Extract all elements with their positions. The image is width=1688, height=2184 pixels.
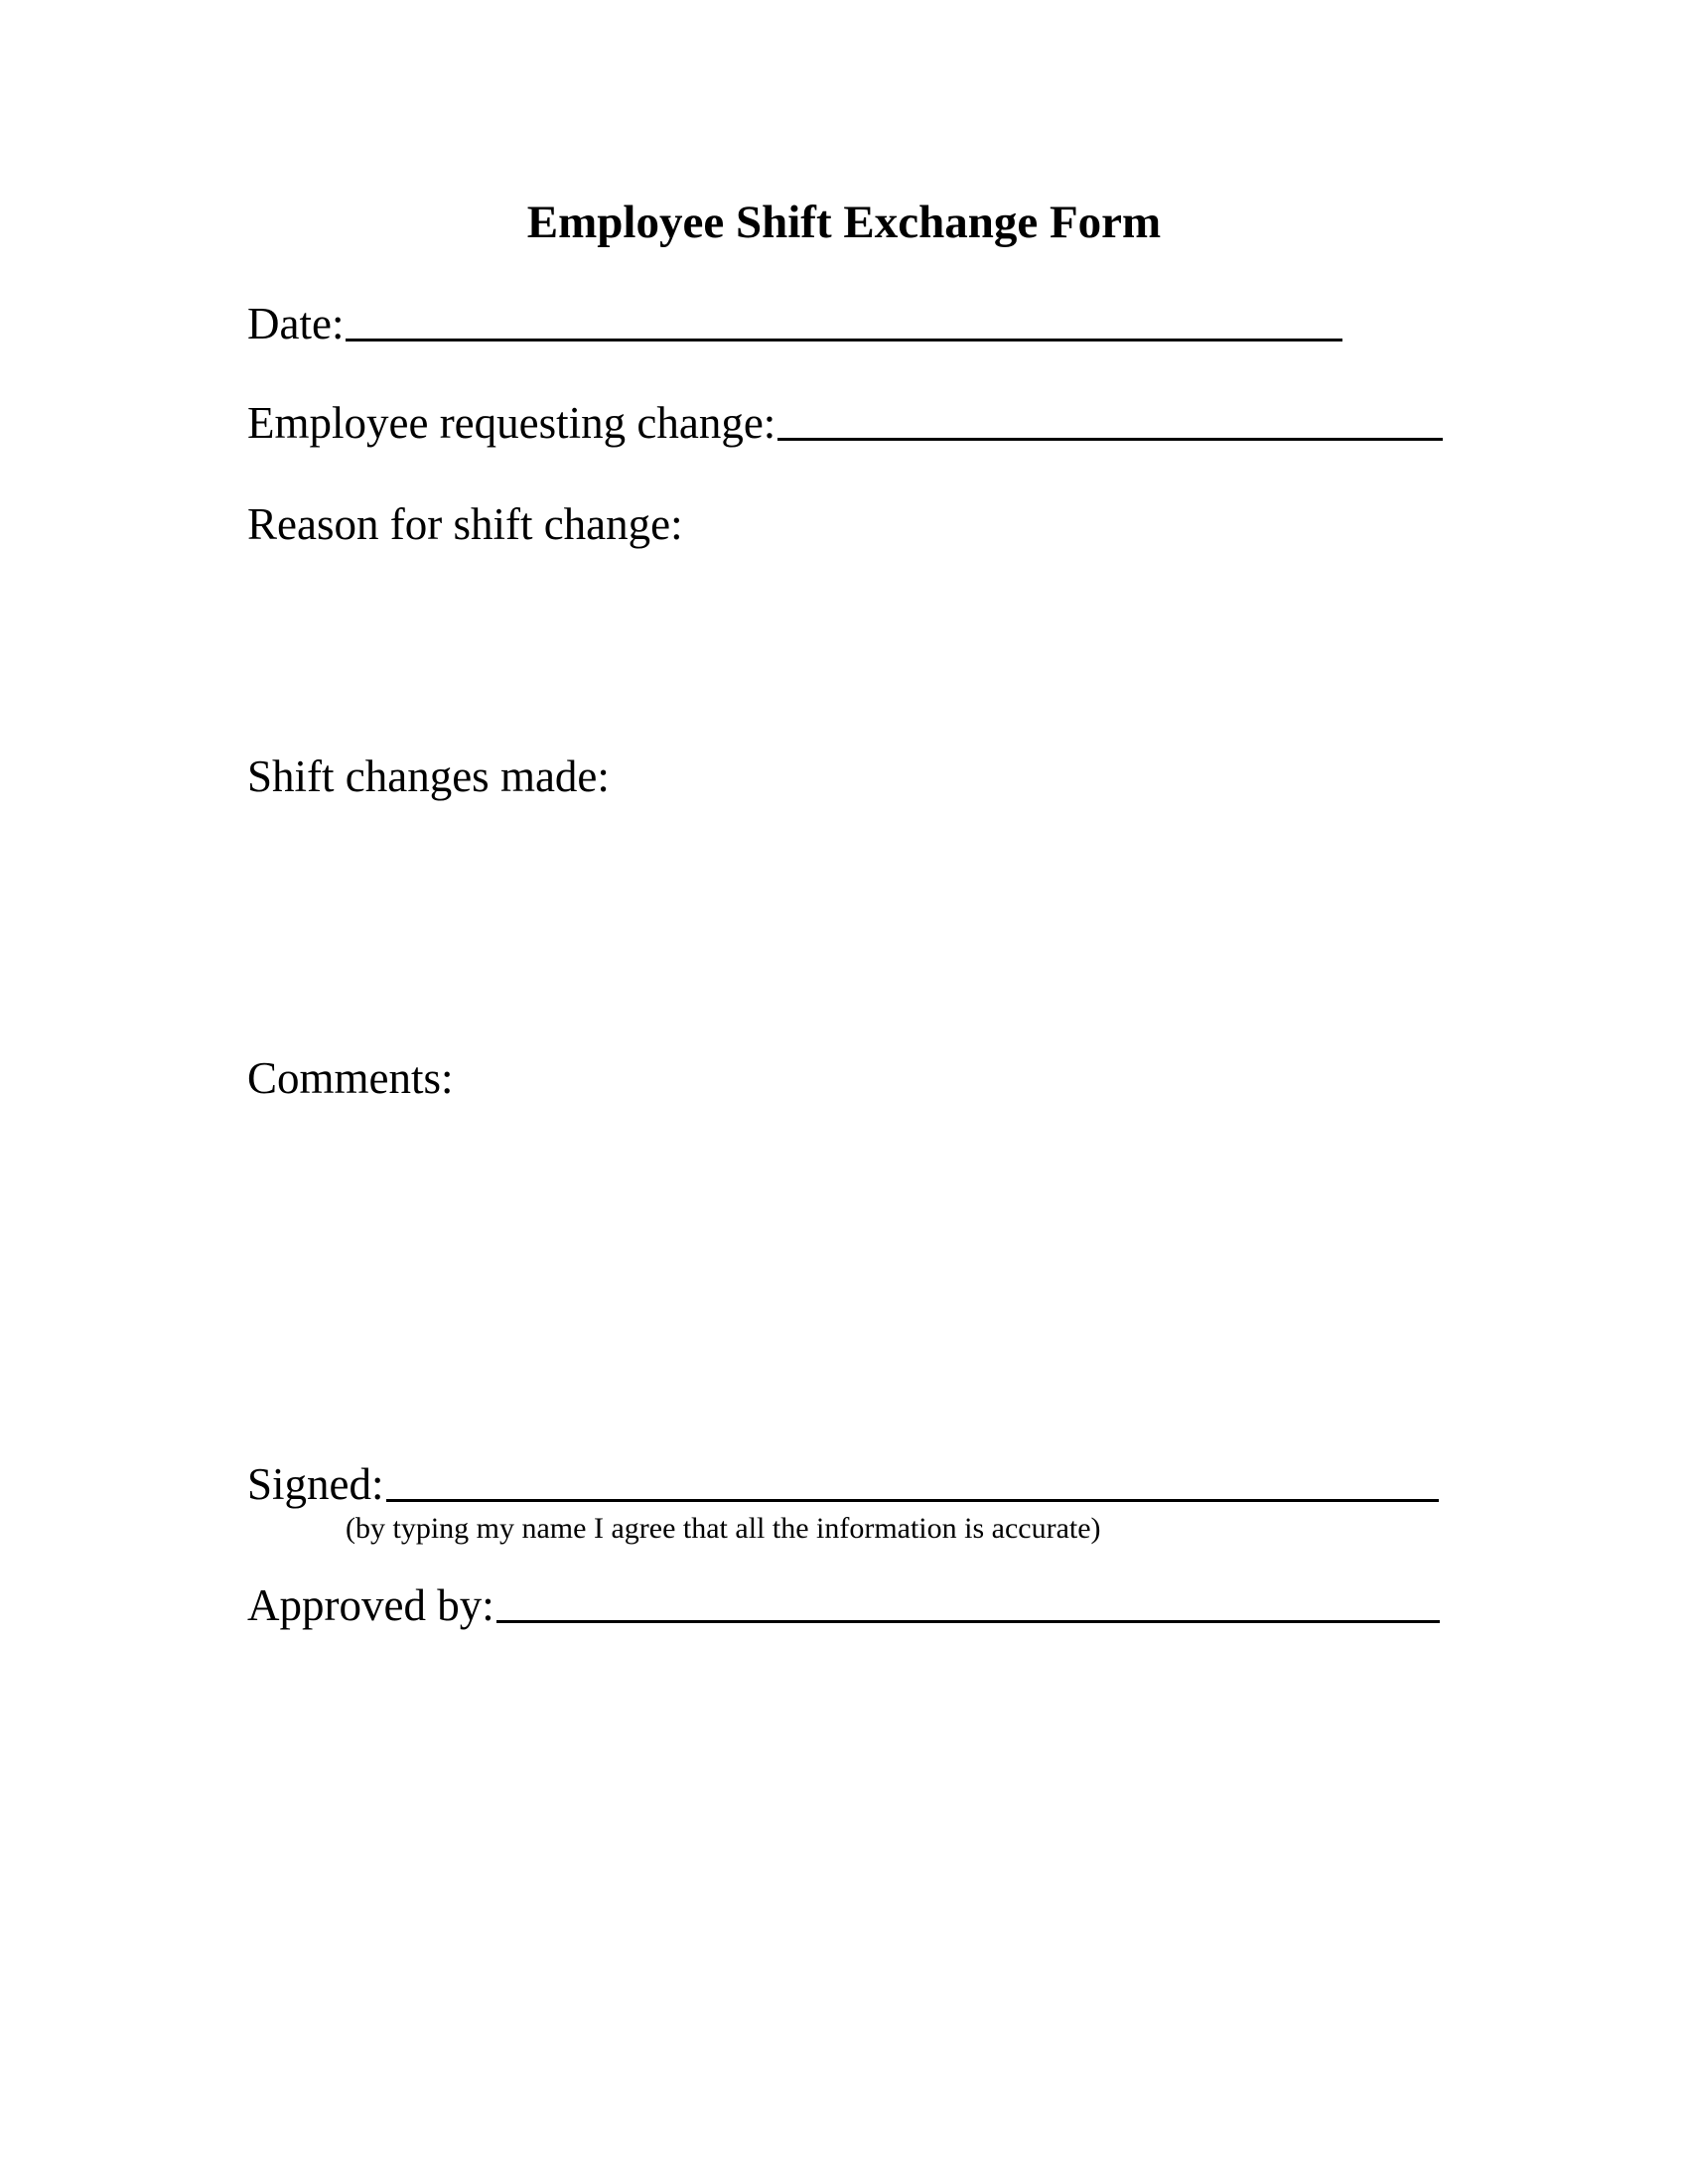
signed-field[interactable] [386, 1499, 1439, 1502]
reason-label: Reason for shift change: [247, 499, 683, 549]
date-label: Date: [247, 299, 345, 348]
employee-label: Employee requesting change: [247, 398, 776, 448]
signed-label: Signed: [247, 1459, 384, 1509]
page-title: Employee Shift Exchange Form [526, 197, 1162, 248]
comments-label: Comments: [247, 1053, 454, 1103]
employee-row [247, 395, 1443, 451]
signed-note: (by typing my name I agree that all the information is accurate) [346, 1512, 1101, 1545]
signed-row [247, 1456, 1439, 1512]
approved-row [247, 1577, 1440, 1633]
employee-field[interactable] [777, 438, 1443, 441]
date-row [247, 296, 1342, 351]
approved-label: Approved by: [247, 1580, 494, 1630]
shift-changes-label: Shift changes made: [247, 751, 610, 801]
date-field[interactable] [346, 339, 1342, 341]
approved-field[interactable] [496, 1620, 1440, 1623]
